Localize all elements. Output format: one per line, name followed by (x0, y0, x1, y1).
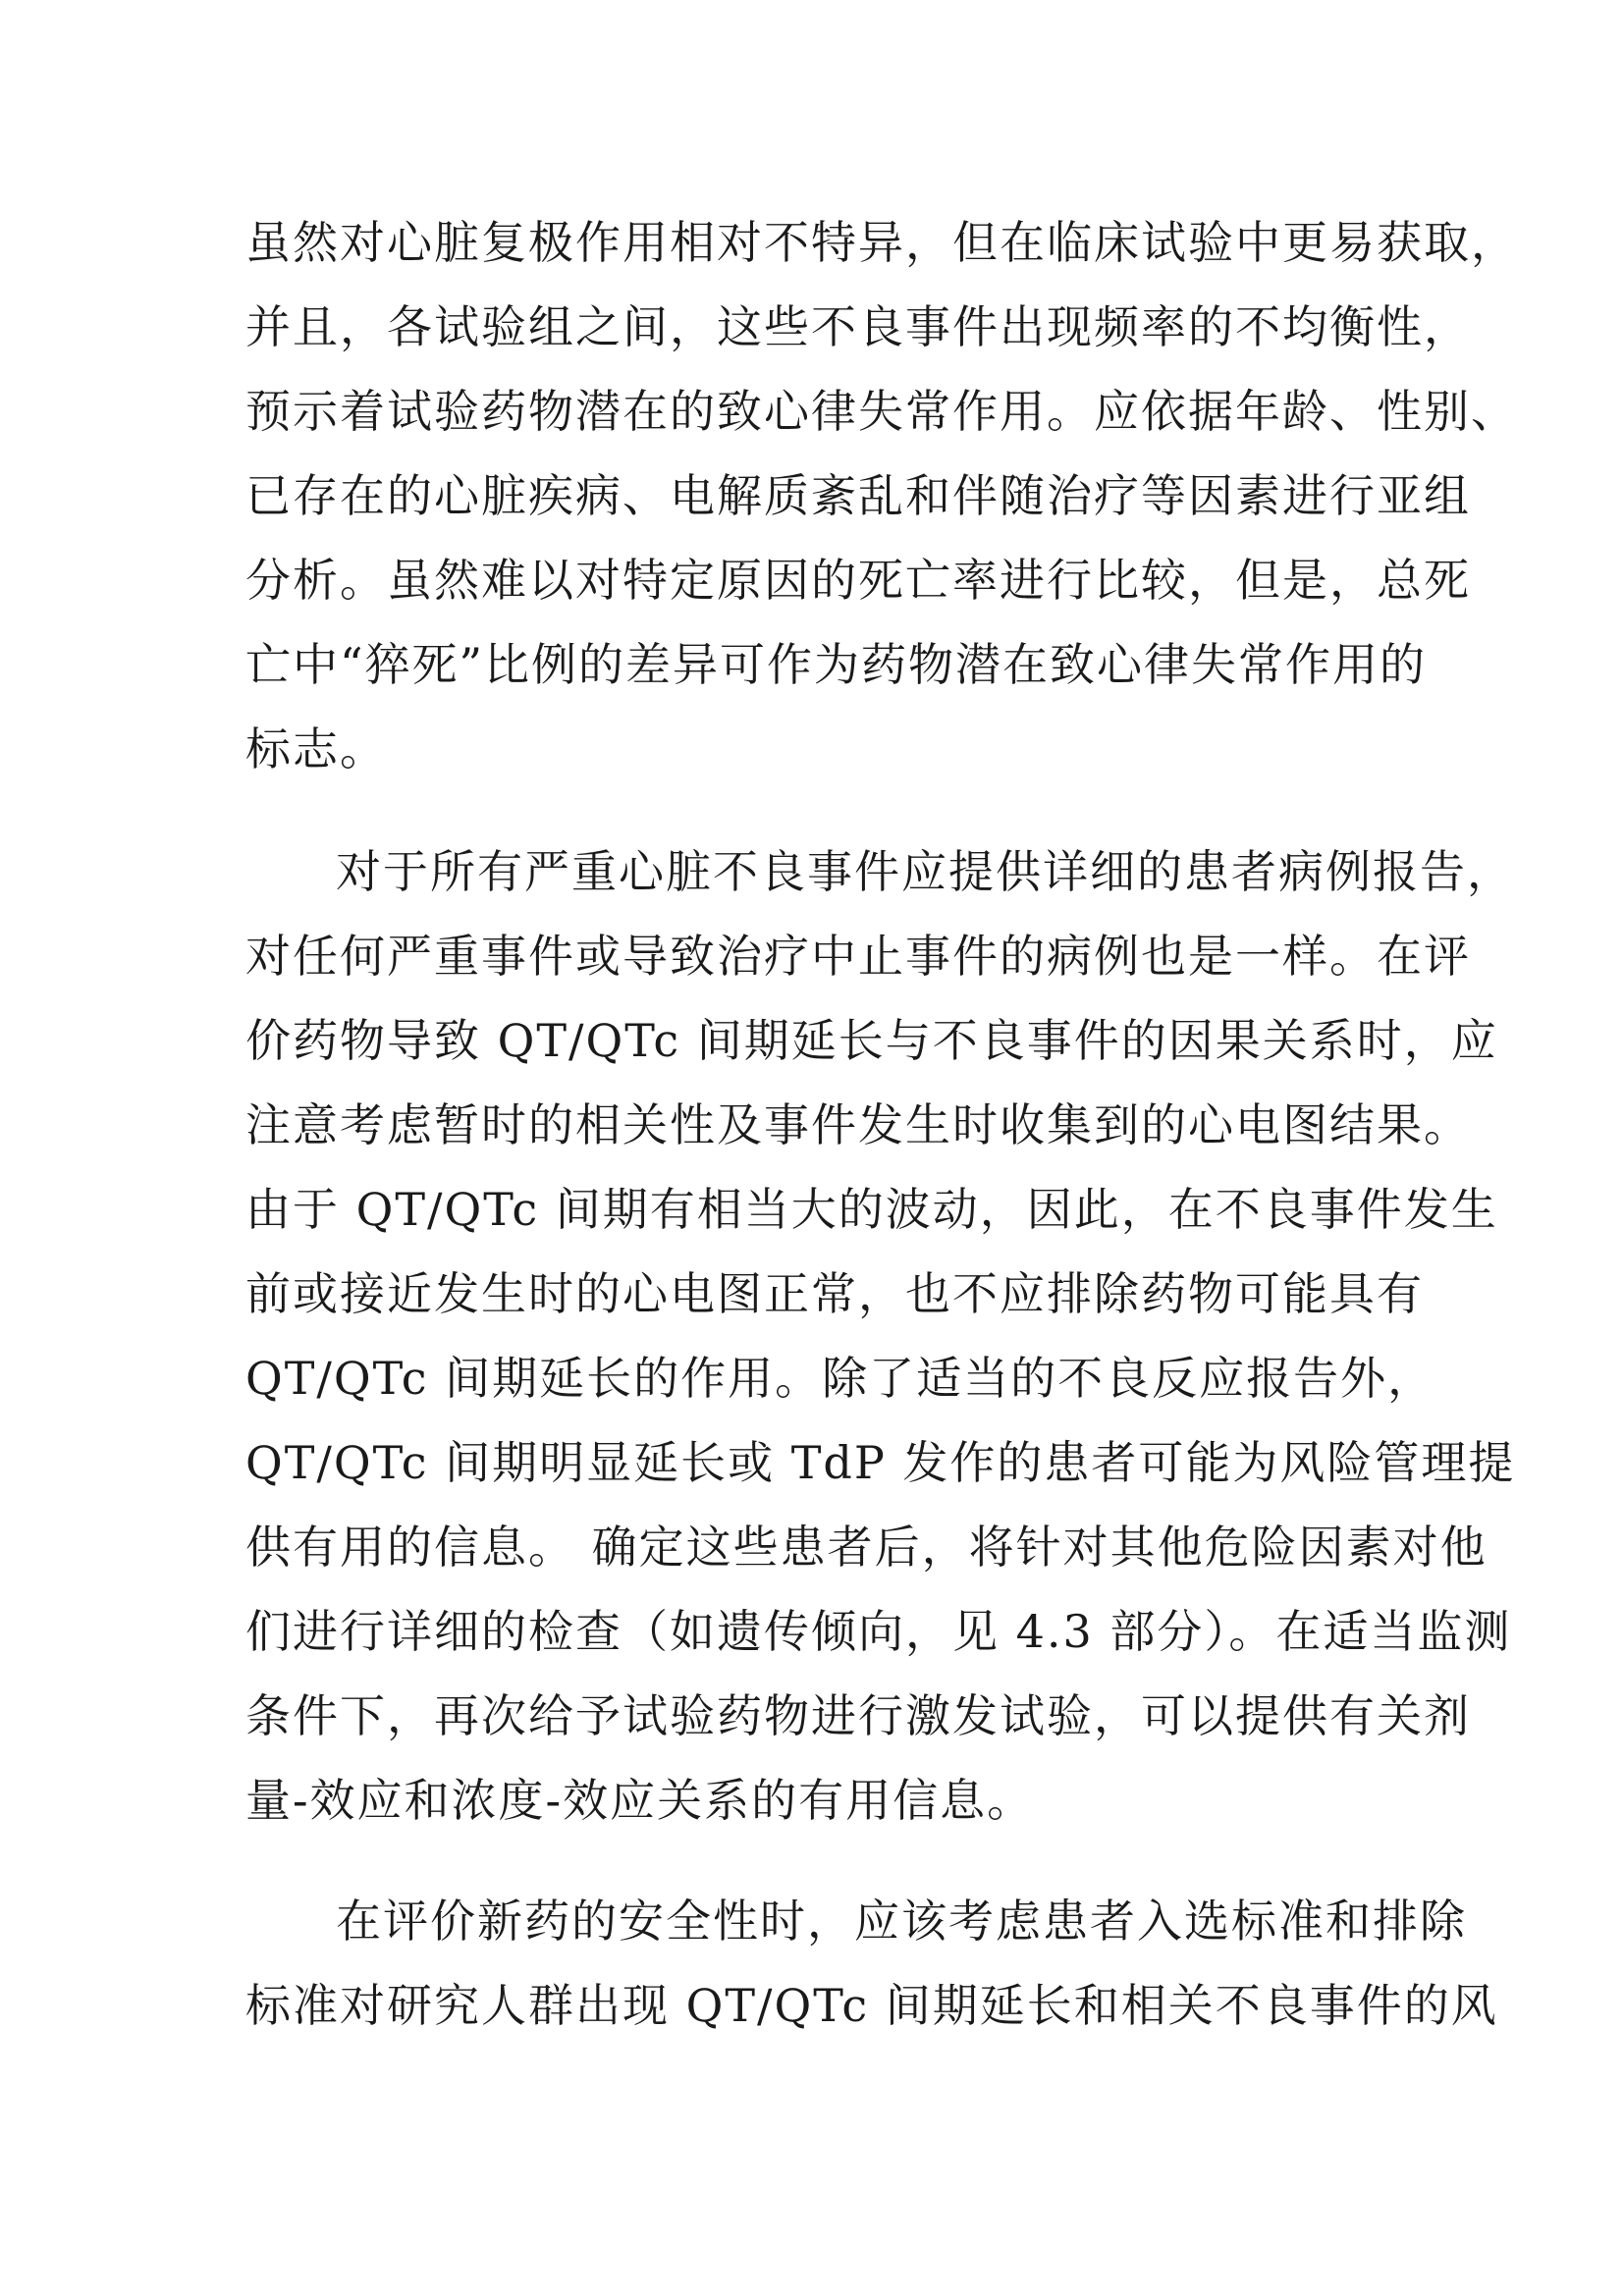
paragraph-2 (245, 829, 1516, 1842)
paragraph-1 (245, 200, 1518, 791)
text-line: QT/QTc 间期明显延长或 TdP 发作的患者可能为风险管理提 (245, 1436, 1516, 1489)
text-line: 在评价新药的安全性时，应该考虑患者入选标准和排除 (336, 1895, 1467, 1948)
text-line: QT/QTc 间期延长的作用。除了适当的不良反应报告外， (245, 1352, 1435, 1405)
text-line: 量-效应和浓度-效应关系的有用信息。 (245, 1774, 1035, 1827)
text-line: 对于所有严重心脏不良事件应提供详细的患者病例报告， (336, 845, 1514, 898)
text-line: 条件下，再次给予试验药物进行激发试验，可以提供有关剂 (245, 1689, 1471, 1742)
paragraph-3 (245, 1879, 1498, 2048)
text-line: 价药物导致 QT/QTc 间期延长与不良事件的因果关系时，应 (245, 1014, 1498, 1067)
text-line: 预示着试验药物潜在的致心律失常作用。应依据年龄、性别、 (245, 385, 1518, 438)
text-line: 由于 QT/QTc 间期有相当大的波动，因此，在不良事件发生 (245, 1183, 1498, 1236)
text-line: 虽然对心脏复极作用相对不特异，但在临床试验中更易获取， (245, 216, 1518, 269)
text-line: 标志。 (245, 722, 387, 775)
text-line: 们进行详细的检查（如遗传倾向，见 4.3 部分）。在适当监测 (245, 1605, 1512, 1658)
text-line: 分析。虽然难以对特定原因的死亡率进行比较，但是，总死 (245, 554, 1471, 607)
text-line: 供有用的信息。 确定这些患者后，将针对其他危险因素对他 (245, 1521, 1488, 1574)
text-line: 前或接近发生时的心电图正常，也不应排除药物可能具有 (245, 1267, 1424, 1320)
text-line: 已存在的心脏疾病、电解质紊乱和伴随治疗等因素进行亚组 (245, 469, 1471, 522)
text-line: 亡中“猝死”比例的差异可作为药物潜在致心律失常作用的 (245, 638, 1428, 691)
text-line: 标准对研究人群出现 QT/QTc 间期延长和相关不良事件的风 (245, 1979, 1498, 2032)
text-line: 并且，各试验组之间，这些不良事件出现频率的不均衡性， (245, 300, 1471, 353)
text-line: 注意考虑暂时的相关性及事件发生时收集到的心电图结果。 (245, 1098, 1471, 1151)
text-line: 对任何严重事件或导致治疗中止事件的病例也是一样。在评 (245, 930, 1471, 983)
